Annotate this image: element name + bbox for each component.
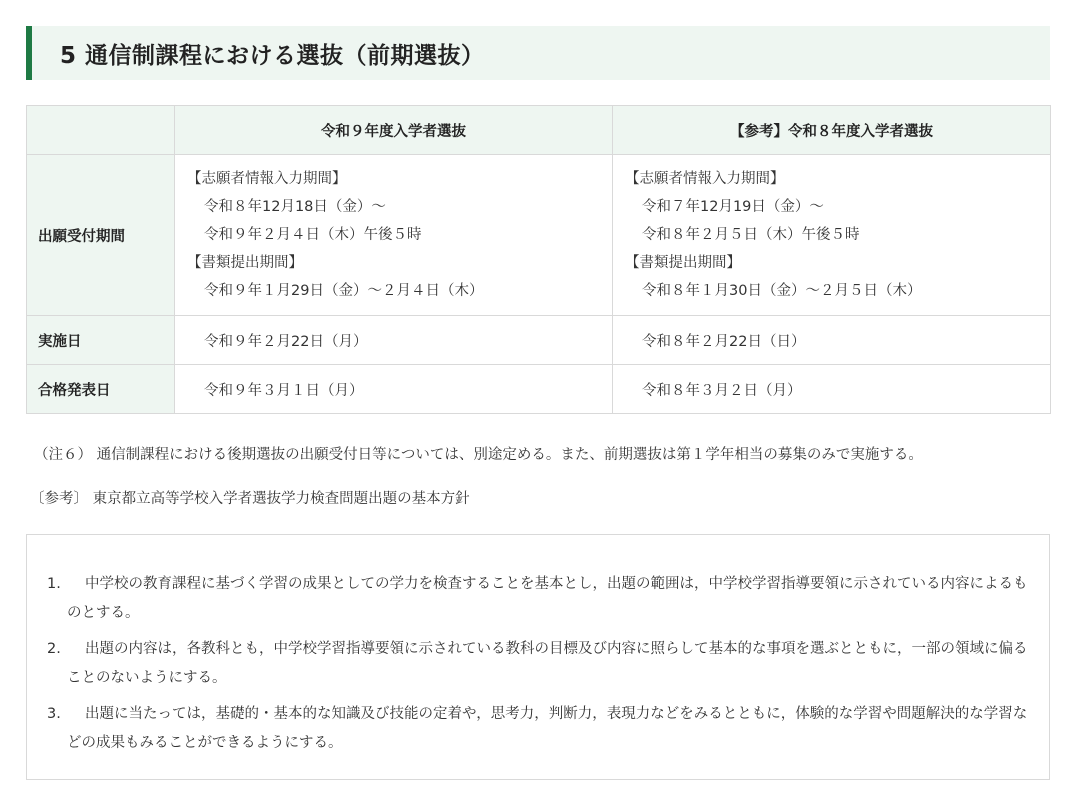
note-6: （注６） 通信制課程における後期選抜の出願受付日等については、別途定める。また、前期選抜は第１学年相当の募集のみで実施する。 [34,447,923,463]
list-item [47,700,1029,758]
application-cell-r9 [175,155,613,316]
table-row-application [27,155,1051,316]
section-title: 5 通信制課程における選抜（前期選抜） [60,42,485,69]
list-item [47,570,1029,628]
list-number: 2. [47,641,61,657]
list-item [47,635,1029,693]
principles-list [47,570,1029,758]
schedule-table [26,105,1051,414]
cell-line: 【志願者情報入力期間】 [625,170,785,187]
cell-line: 令和９年１月29日（金）～２月４日（木） [204,282,484,299]
cell-line: 令和８年12月18日（金）～ [204,198,386,215]
row-label-exam-date: 実施日 [27,316,175,365]
list-number: 3. [47,706,61,722]
table-row-exam-date [27,316,1051,365]
cell-line: 令和８年２月５日（木）午後５時 [642,226,860,243]
cell-line: 【志願者情報入力期間】 [187,170,347,187]
application-cell-r8 [613,155,1051,316]
list-number: 1. [47,576,61,592]
exam-date-cell-r8: 令和８年２月22日（日） [613,316,1051,365]
column-header-r8: 【参考】令和８年度入学者選抜 [613,106,1051,155]
cell-line: 【書類提出期間】 [625,254,741,271]
cell-line: 令和８年１月30日（金）～２月５日（木） [642,282,922,299]
table-row-announcement [27,365,1051,414]
list-text: 中学校の教育課程に基づく学習の成果としての学力を検査することを基本とし，出題の範囲は，中学校学習指導要領に示されている内容によるものとする。 [67,576,1028,621]
corner-cell [27,106,175,155]
announcement-cell-r8: 令和８年３月２日（月） [613,365,1051,414]
column-header-r9: 令和９年度入学者選抜 [175,106,613,155]
principles-box [26,534,1050,780]
table-header-row [27,106,1051,155]
list-text: 出題の内容は，各教科とも，中学校学習指導要領に示されている教科の目標及び内容に照らして基本的な事項を選ぶとともに，一部の領域に偏ることのないようにする。 [67,641,1028,686]
announcement-cell-r9: 令和９年３月１日（月） [175,365,613,414]
row-label-announcement: 合格発表日 [27,365,175,414]
row-label-application: 出願受付期間 [27,155,175,316]
list-text: 出題に当たっては，基礎的・基本的な知識及び技能の定着や，思考力，判断力，表現力などをみるとともに，体験的な学習や問題解決的な学習などの成果もみることができるようにする。 [67,706,1028,751]
section-heading [26,26,1050,80]
exam-date-cell-r9: 令和９年２月22日（月） [175,316,613,365]
reference-title: 〔参考〕 東京都立高等学校入学者選抜学力検査問題出題の基本方針 [30,491,470,507]
cell-line: 【書類提出期間】 [187,254,303,271]
cell-line: 令和７年12月19日（金）～ [642,198,824,215]
cell-line: 令和９年２月４日（木）午後５時 [204,226,422,243]
